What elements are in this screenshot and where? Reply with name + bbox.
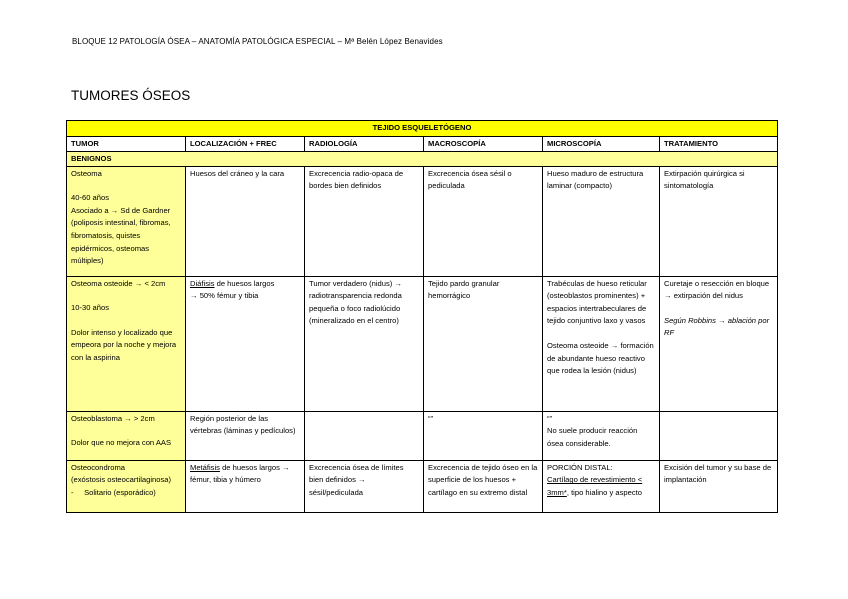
cell-tumor xyxy=(67,276,186,411)
tumor-symptoms: Dolor que no mejora con AAS xyxy=(71,438,172,448)
cell-tratamiento xyxy=(660,276,778,411)
cell-tumor xyxy=(67,166,186,276)
tumor-name: Osteoma osteoide → < 2cm xyxy=(71,278,166,288)
cell-microscopia xyxy=(543,411,660,460)
cell-microscopia: Hueso maduro de estructura laminar (compacto) xyxy=(543,166,660,276)
tumor-table xyxy=(66,120,778,513)
tumor-age: 10-30 años xyxy=(71,303,109,313)
table-row-osteoblastoma xyxy=(67,411,778,460)
cell-localizacion: Huesos del cráneo y la cara xyxy=(186,166,305,276)
tratamiento-text: Curetaje o resección en bloque → extirpación del nidus xyxy=(664,278,770,301)
table-row-osteoma xyxy=(67,166,778,276)
cell-localizacion: Región posterior de las vértebras (láminas y pedículos) xyxy=(186,411,305,460)
localizacion-underlined: Diáfisis xyxy=(190,278,215,288)
cell-microscopia xyxy=(543,460,660,512)
table-row-osteoma-osteoide xyxy=(67,276,778,411)
column-header-microscopia: MICROSCOPÍA xyxy=(543,137,660,152)
cell-tumor xyxy=(67,411,186,460)
section-title: TUMORES ÓSEOS xyxy=(71,88,191,103)
tumor-alt-name: (exóstosis osteocartilaginosa) xyxy=(71,475,172,485)
cell-tratamiento: Excisión del tumor y su base de implantación xyxy=(660,460,778,512)
microscopia-paragraph: Trabéculas de hueso reticular (osteoblastos prominentes) + espacios intertrabeculares de tejido conjuntivo laxo y vasos xyxy=(547,278,647,326)
cell-tratamiento xyxy=(660,411,778,460)
tumor-subtype: - Solitario (esporádico) xyxy=(71,487,156,497)
localizacion-text: de huesos largos xyxy=(214,278,275,288)
ditto-mark: “” xyxy=(547,413,553,423)
tumor-name: Osteocondroma xyxy=(71,462,126,472)
tumor-association: Asociado a → Sd de Gardner (poliposis intestinal, fibromas, fibromatosis, quistes epidérmicos, osteomas múltiples) xyxy=(71,205,171,266)
group-label: BENIGNOS xyxy=(67,152,778,167)
cell-macroscopia: Tejido pardo granular hemorrágico xyxy=(424,276,543,411)
table-title-row xyxy=(67,121,778,137)
tumor-symptoms: Dolor intenso y localizado que empeora por la noche y mejora con la aspirina xyxy=(71,327,177,362)
tumor-age: 40-60 años xyxy=(71,193,109,203)
tumor-name: Osteoma xyxy=(71,168,102,178)
cell-microscopia xyxy=(543,276,660,411)
cell-radiologia: Excrecencia radio-opaca de bordes bien definidos xyxy=(305,166,424,276)
tumor-name: Osteoblastoma → > 2cm xyxy=(71,413,155,423)
cell-radiologia xyxy=(305,411,424,460)
localizacion-underlined: Metáfisis xyxy=(190,462,220,472)
cell-radiologia: Tumor verdadero (nidus) → radiotransparencia redonda pequeña o foco radiolúcido (mineralizado en el centro) xyxy=(305,276,424,411)
cell-macroscopia: “” xyxy=(424,411,543,460)
table-row-osteocondroma xyxy=(67,460,778,512)
cell-tratamiento: Extirpación quirúrgica si sintomatología xyxy=(660,166,778,276)
cell-localizacion xyxy=(186,460,305,512)
column-header-localizacion: LOCALIZACIÓN + FREC xyxy=(186,137,305,152)
column-header-macroscopia: MACROSCOPÍA xyxy=(424,137,543,152)
microscopia-label: PORCIÓN DISTAL: xyxy=(547,462,613,472)
cell-localizacion xyxy=(186,276,305,411)
microscopia-paragraph: Osteoma osteoide → formación de abundante hueso reactivo que rodea la lesión (nidus) xyxy=(547,340,654,376)
cell-macroscopia: Excrecencia ósea sésil o pediculada xyxy=(424,166,543,276)
localizacion-frequency: → 50% fémur y tibia xyxy=(190,291,259,301)
cell-radiologia: Excrecencia ósea de límites bien definidos → sésil/pediculada xyxy=(305,460,424,512)
document-header: BLOQUE 12 PATOLOGÍA ÓSEA – ANATOMÍA PATOLÓGICA ESPECIAL – Mª Belén López Benavides xyxy=(72,37,443,46)
column-header-radiologia: RADIOLOGÍA xyxy=(305,137,424,152)
table-title: TEJIDO ESQUELETÓGENO xyxy=(67,121,778,137)
table-header-row xyxy=(67,137,778,152)
cell-tumor xyxy=(67,460,186,512)
microscopia-underlined: Cartílago de revestimiento < 3mm* xyxy=(547,475,643,497)
microscopia-text: , tipo hialino y aspecto xyxy=(566,487,642,497)
cell-macroscopia: Excrecencia de tejido óseo en la superficie de los huesos + cartílago en su extremo distal xyxy=(424,460,543,512)
column-header-tratamiento: TRATAMIENTO xyxy=(660,137,778,152)
group-row-benignos xyxy=(67,152,778,167)
microscopia-text: No suele producir reacción ósea considerable. xyxy=(547,426,638,448)
tratamiento-note: Según Robbins → ablación por RF xyxy=(664,315,770,338)
localizacion-text: de huesos largos → fémur, tibia y húmero xyxy=(190,462,290,485)
column-header-tumor: TUMOR xyxy=(67,137,186,152)
